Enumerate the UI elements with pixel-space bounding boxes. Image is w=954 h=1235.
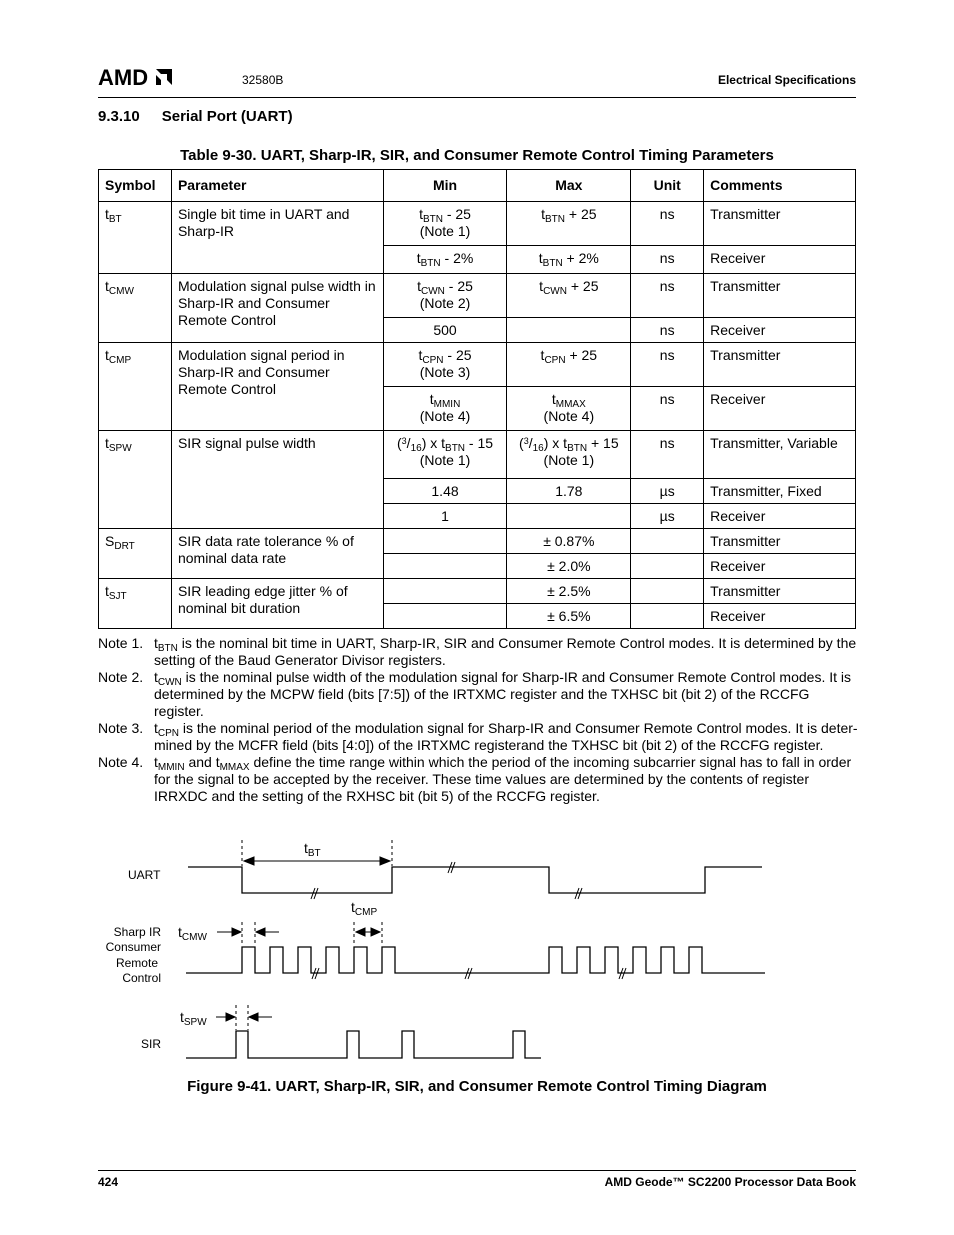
col-header-max: Max (507, 170, 631, 202)
comment-cell: Transmitter, Variable (704, 431, 856, 479)
max-cell: $t_{CPN} + 25$ (507, 343, 631, 387)
unit-cell: ns (631, 274, 704, 318)
min-cell: $t_{BTN} - 25$ (Note 1) (383, 202, 507, 246)
note-4: Note 4. $t_{MMIN}$ and $t_{MMAX}$ define the time range within which the period of the incoming subcarrier signal has to fall in order for the signal to be accepted by the receiver. These time values are determined by the contents of register IRRXDC and the setting of the RXHSC bit (bit 5) of the RCCFG register. (98, 754, 852, 804)
header-section: Electrical Specifications (717, 73, 856, 87)
table-caption: Table 9-30. UART, Sharp-IR, SIR, and Consumer Remote Control Timing Parameters (180, 147, 774, 164)
parameter-cell: SIR leading edge jitter % of nominal bit duration (171, 579, 383, 629)
unit-cell (631, 604, 704, 629)
min-cell (383, 604, 507, 629)
uart-waveform (188, 867, 762, 893)
signal-label-sharp-4: Control (122, 971, 161, 985)
note-3: Note 3. $t_{CPN}$ is the nominal period of the modulation signal for Sharp-IR and Consumer Remote Control modes. It is deter-mined by the MCFR field (bits [4:0]) of the IRTXMC registerand the TXHSC bit (bit 2) of the RCCFG register. (98, 720, 858, 753)
max-cell: $(^3/_{16})$ x $t_{BTN} + 15$ (Note 1) (507, 431, 631, 479)
min-cell (383, 554, 507, 579)
symbol-cell: $t_{CMP}$ (99, 343, 172, 431)
unit-cell: ns (631, 318, 704, 343)
comment-cell: Transmitter, Fixed (704, 479, 856, 504)
signal-label-sharp-3: Remote (115, 956, 158, 970)
unit-cell (631, 529, 704, 554)
table-notes (98, 635, 858, 805)
section-number: 9.3.10 (98, 108, 140, 125)
max-cell: ± 2.0% (507, 554, 631, 579)
comment-cell: Transmitter (704, 274, 856, 318)
comment-cell: Receiver (704, 504, 856, 529)
col-header-parameter: Parameter (171, 170, 383, 202)
sir-waveform (186, 1031, 541, 1058)
max-cell: ± 2.5% (507, 579, 631, 604)
unit-cell: µs (631, 504, 704, 529)
timing-diagram (0, 830, 954, 1070)
section-heading (98, 108, 293, 125)
comment-cell: Receiver (704, 246, 856, 274)
min-cell: $(^3/_{16})$ x $t_{BTN} - 15$ (Note 1) (383, 431, 507, 479)
min-cell: $t_{CWN} - 25$ (Note 2) (383, 274, 507, 318)
page-number: 424 (98, 1175, 119, 1189)
figure-caption: Figure 9-41. UART, Sharp-IR, SIR, and Consumer Remote Control Timing Diagram (187, 1078, 767, 1095)
table-header-row (99, 170, 856, 202)
book-title: AMD Geode™ SC2200 Processor Data Book (604, 1175, 856, 1189)
min-cell: 500 (383, 318, 507, 343)
comment-cell: Transmitter (704, 579, 856, 604)
max-cell (507, 318, 631, 343)
timing-parameters-table (98, 169, 856, 629)
min-cell: 1.48 (383, 479, 507, 504)
max-cell: ± 6.5% (507, 604, 631, 629)
comment-cell: Receiver (704, 387, 856, 431)
label-tcmw: $t_{CMW}$ (178, 924, 207, 943)
max-cell: 1.78 (507, 479, 631, 504)
max-cell: $t_{BTN} + 25$ (507, 202, 631, 246)
col-header-min: Min (383, 170, 507, 202)
comment-cell: Receiver (704, 604, 856, 629)
max-cell: $t_{BTN} + 2\%$ (507, 246, 631, 274)
parameter-cell: Single bit time in UART and Sharp-IR (171, 202, 383, 274)
unit-cell: µs (631, 479, 704, 504)
unit-cell: ns (631, 431, 704, 479)
amd-logo (98, 66, 174, 93)
col-header-comments: Comments (704, 170, 856, 202)
break-marks (311, 862, 626, 979)
min-cell: $t_{BTN} - 2\%$ (383, 246, 507, 274)
signal-label-sharp-1: Sharp IR (113, 925, 161, 939)
unit-cell (631, 554, 704, 579)
parameter-cell: Modulation signal pulse width in Sharp-IR and Consumer Remote Control (171, 274, 383, 343)
col-header-unit: Unit (631, 170, 704, 202)
unit-cell: ns (631, 343, 704, 387)
symbol-cell: $S_{DRT}$ (99, 529, 172, 579)
doc-number: 32580B (242, 73, 284, 87)
signal-label-sir: SIR (141, 1037, 162, 1051)
table-row (99, 343, 856, 387)
note-1: Note 1. $t_{BTN}$ is the nominal bit time in UART, Sharp-IR, SIR and Consumer Remote Control modes. It is determined by the setting of the Baud Generator Divisor registers. (98, 635, 857, 668)
symbol-cell: $t_{SPW}$ (99, 431, 172, 529)
symbol-cell: $t_{SJT}$ (99, 579, 172, 629)
comment-cell: Transmitter (704, 202, 856, 246)
table-row (99, 431, 856, 479)
comment-cell: Transmitter (704, 343, 856, 387)
label-tbt: $t_{BT}$ (304, 840, 321, 859)
max-cell: $t_{CWN} + 25$ (507, 274, 631, 318)
comment-cell: Receiver (704, 318, 856, 343)
parameter-cell: SIR data rate tolerance % of nominal data rate (171, 529, 383, 579)
min-cell (383, 529, 507, 554)
note-2: Note 2. $t_{CWN}$ is the nominal pulse width of the modulation signal for Sharp-IR and Consumer Remote Control modes. It is determined by the MCPW field (bits [7:5]) of the IRTXMC register and the TXHSC bit (bit 2) of the RCCFG register. (98, 669, 851, 719)
max-cell: $t_{MMAX}$ (Note 4) (507, 387, 631, 431)
signal-label-sharp-2: Consumer (105, 940, 161, 954)
table-row (99, 274, 856, 318)
max-cell (507, 504, 631, 529)
unit-cell: ns (631, 246, 704, 274)
unit-cell: ns (631, 387, 704, 431)
section-title: Serial Port (UART) (161, 108, 293, 125)
col-header-symbol: Symbol (99, 170, 172, 202)
min-cell: $t_{MMIN}$ (Note 4) (383, 387, 507, 431)
unit-cell (631, 579, 704, 604)
min-cell (383, 579, 507, 604)
symbol-cell: $t_{CMW}$ (99, 274, 172, 343)
comment-cell: Transmitter (704, 529, 856, 554)
table-row (99, 529, 856, 554)
table-row (99, 579, 856, 604)
max-cell: ± 0.87% (507, 529, 631, 554)
parameter-cell: Modulation signal period in Sharp-IR and Consumer Remote Control (171, 343, 383, 431)
comment-cell: Receiver (704, 554, 856, 579)
timing-guides (236, 840, 392, 1030)
header-rule (98, 97, 856, 98)
footer-rule (98, 1170, 856, 1171)
sharp-ir-waveform (186, 947, 765, 973)
label-tcmp: $t_{CMP}$ (351, 899, 378, 918)
parameter-cell: SIR signal pulse width (171, 431, 383, 529)
logo-text: AMD (98, 66, 149, 88)
min-cell: 1 (383, 504, 507, 529)
table-row (99, 202, 856, 246)
unit-cell: ns (631, 202, 704, 246)
signal-label-uart: UART (128, 868, 161, 882)
symbol-cell: $t_{BT}$ (99, 202, 172, 274)
min-cell: $t_{CPN} - 25$ (Note 3) (383, 343, 507, 387)
label-tspw: $t_{SPW}$ (180, 1009, 207, 1028)
